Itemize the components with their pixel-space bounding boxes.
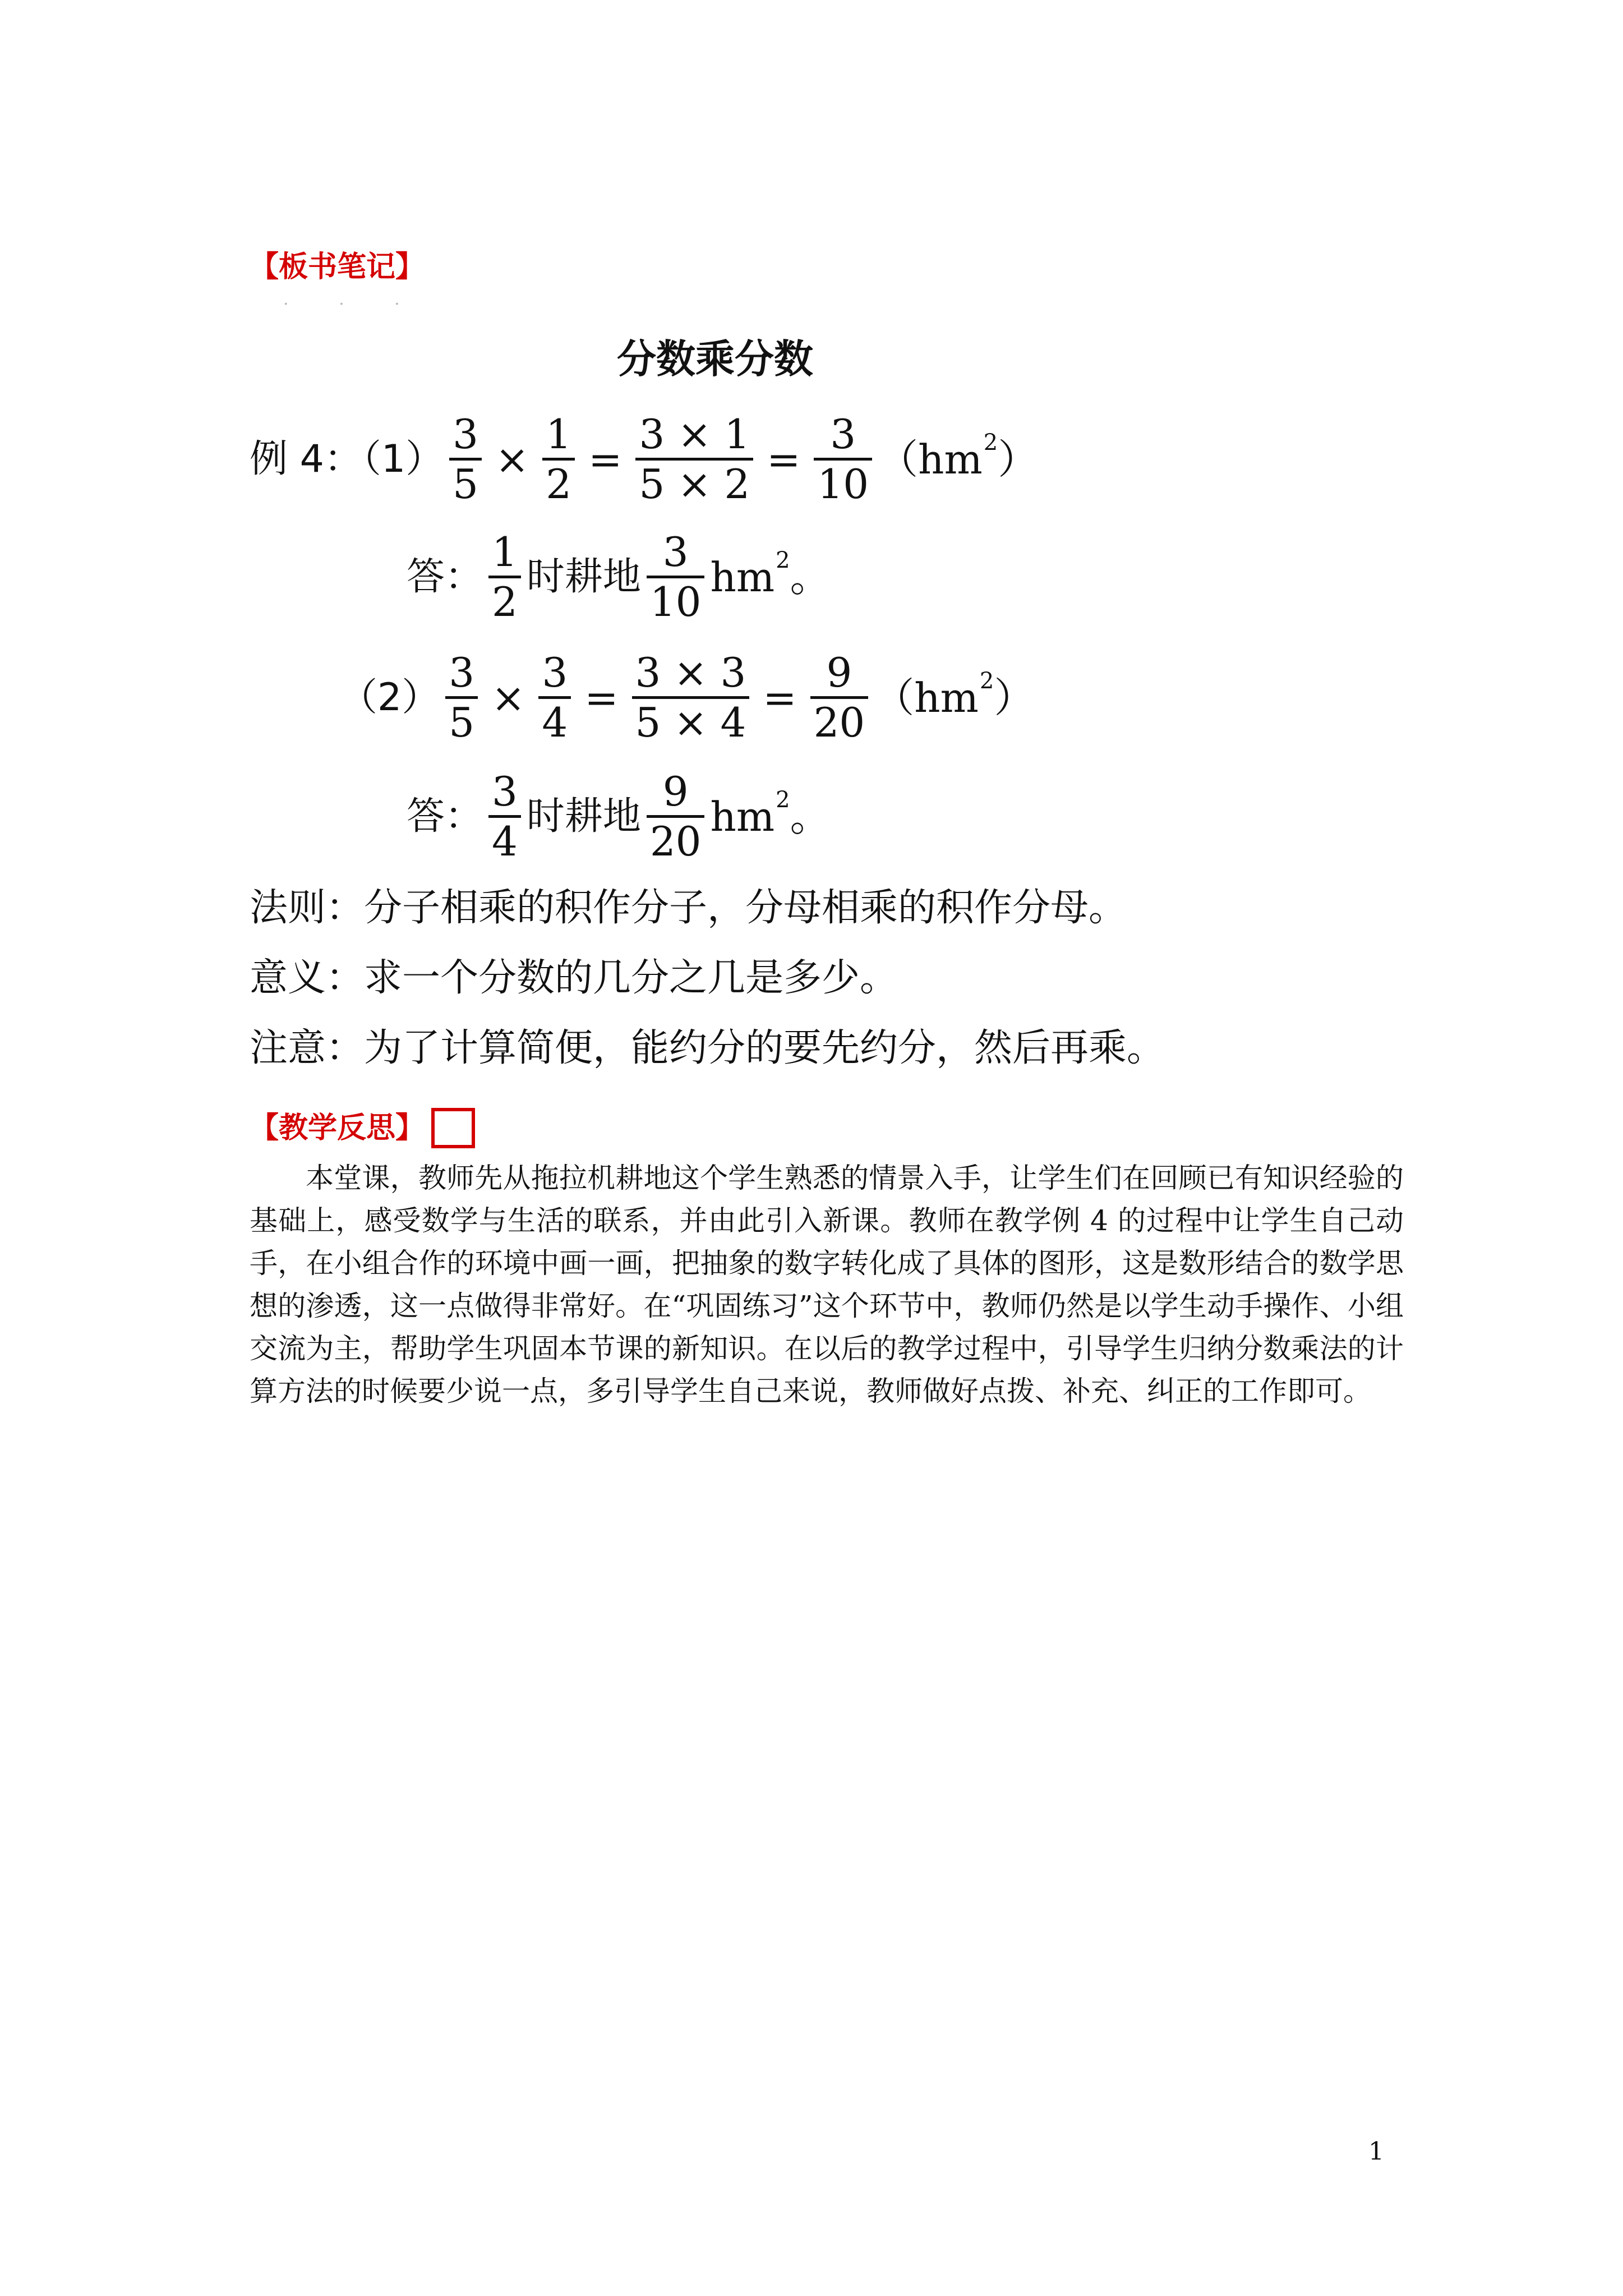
page-number: 1 (1368, 2137, 1384, 2166)
unit: $hm^2$。 (710, 547, 831, 601)
equals-sign: = (767, 435, 801, 483)
fraction: $\frac{1}{2}$ (542, 414, 575, 504)
unit: $(hm^2)$ (874, 668, 1035, 721)
unit: $(hm^2)$ (878, 429, 1039, 483)
board-title: 分数乘分数 (617, 336, 813, 382)
decorative-dots: · · · (283, 295, 422, 314)
red-box-icon (431, 1108, 475, 1148)
teaching-reflection-label: 【教学反思】 (250, 1111, 425, 1145)
answer-prefix: 答： (407, 794, 483, 839)
fraction: $\frac{3}{4}$ (538, 652, 571, 743)
unit: $hm^2$。 (710, 786, 831, 840)
fraction: $\frac{3}{4}$ (488, 771, 521, 862)
fraction: $\frac{3}{5}$ (445, 652, 478, 743)
teaching-reflection-header (250, 1108, 475, 1148)
example-1-prefix: 例 4：（1） (250, 436, 444, 481)
fraction: $\frac{3}{5}$ (449, 414, 482, 504)
answer-text: 时耕地 (526, 794, 641, 839)
fraction: $\frac{3}{10}$ (814, 414, 872, 504)
note-line: 注意：为了计算简便，能约分的要先约分，然后再乘。 (250, 1026, 1165, 1070)
fraction: $\frac{3}{10}$ (647, 532, 705, 622)
fraction: $\frac{3 \times 1}{5 \times 2}$ (635, 414, 753, 504)
answer-text: 时耕地 (526, 554, 641, 599)
fraction: $\frac{3 \times 3}{5 \times 4}$ (632, 652, 750, 743)
fraction: $\frac{9}{20}$ (647, 771, 705, 862)
reflection-paragraph: 本堂课，教师先从拖拉机耕地这个学生熟悉的情景入手，让学生们在回顾已有知识经验的基础上，感受数学与生活的联系，并由此引入新课。教师在教学例 4 的过程中让学生自己动手，在小组合作的环境中画一画，把抽象的数字转化成了具体的图形，这是数形结合的数学思想的渗透，这一点做得非常好。在“巩固练习”这个环节中，教师仍然是以学生动手操作、小组交流为主，帮助学生巩固本节课的新知识。在以后的教学过程中，引导学生归纳分数乘法的计算方法的时候要少说一点，多引导学生自己来说，教师做好点拨、补充、纠正的工作即可。 (250, 1162, 1404, 1407)
times-sign: × (495, 435, 529, 483)
answer-2 (407, 768, 831, 865)
fraction: $\frac{9}{20}$ (810, 652, 869, 743)
equals-sign: = (584, 674, 619, 721)
example-1-equation (250, 411, 1039, 508)
meaning-line: 意义：求一个分数的几分之几是多少。 (250, 956, 898, 1000)
answer-1 (407, 528, 831, 625)
example-2-prefix: （2） (339, 675, 440, 720)
board-notes-label: 【板书笔记】 (250, 250, 425, 284)
fraction: $\frac{1}{2}$ (488, 532, 521, 622)
equals-sign: = (588, 435, 623, 483)
rule-line: 法则：分子相乘的积作分子，分母相乘的积作分母。 (250, 886, 1127, 930)
answer-prefix: 答： (407, 554, 483, 599)
example-2-equation (339, 649, 1035, 746)
times-sign: × (491, 674, 525, 721)
equals-sign: = (763, 674, 797, 721)
